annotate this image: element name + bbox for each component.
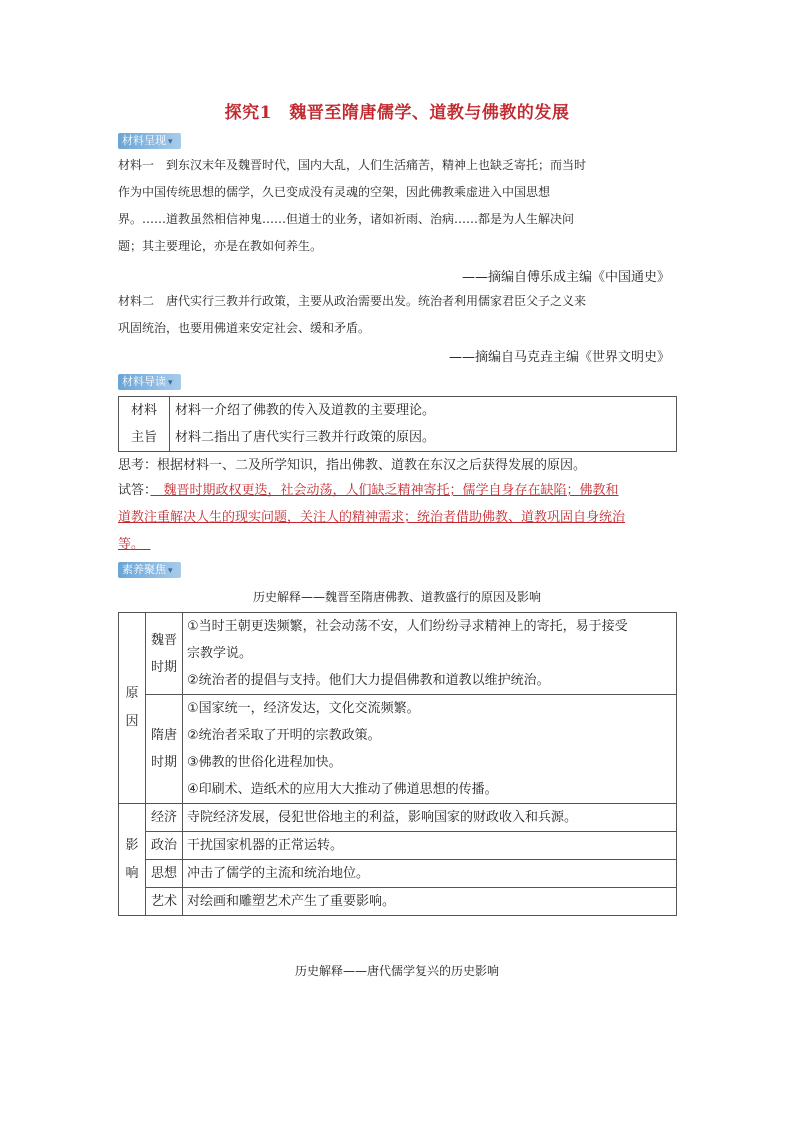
st-label: 隋唐 时期 [146,695,183,804]
effect-key: 政治 [146,832,183,860]
guide-row-2: 材料二指出了唐代实行三教并行政策的原因。 [170,424,677,452]
answer-block [118,477,678,558]
guide-row-1: 材料一介绍了佛教的传入及道教的主要理论。 [170,397,677,425]
guide-table [118,396,677,452]
effect-key: 经济 [146,804,183,832]
answer-line: 魏晋时期政权更迭，社会动荡，人们缺乏精神寄托；儒学自身存在缺陷；佛教和 [150,483,619,498]
table2-caption: 历史解释——唐代儒学复兴的历史影响 [294,964,499,978]
section-tag-focus: 素养聚焦 ▾ [118,562,181,578]
section-tag-guide: 材料导读 ▾ [118,374,181,390]
effect-key: 艺术 [146,888,183,916]
table1-caption: 历史解释——魏晋至隋唐佛教、道教盛行的原因及影响 [252,590,541,604]
material-one-line: 界。……道教虽然相信神鬼……但道士的业务，诸如祈雨、治病……都是为人生解决问 [118,212,575,226]
page-title: 探究1 魏晋至隋唐儒学、道教与佛教的发展 [224,103,570,123]
material-two-line: 巩固统治，也要用佛道来安定社会、缓和矛盾。 [118,321,371,335]
causes-effects-table [118,612,677,916]
effect-value: 干扰国家机器的正常运转。 [183,832,677,860]
effect-value: 对绘画和雕塑艺术产生了重要影响。 [183,888,677,916]
material-one [118,152,678,260]
material-one-line: 题；其主要理论，亦是在教如何养生。 [118,239,323,253]
material-one-source: ——摘编自傅乐成主编《中国通史》 [461,270,670,285]
wj-content: ①当时王朝更迭频繁，社会动荡不安，人们纷纷寻求精神上的寄托，易于接受 宗教学说。 ②统治者的提倡与支持。他们大力提倡佛教和道教以维护统治。 [183,613,677,695]
effect-value: 冲击了儒学的主流和统治地位。 [183,860,677,888]
answer-label: 试答： [118,483,151,498]
material-two-source: ——摘编自马克垚主编《世界文明史》 [448,350,670,365]
effect-value: 寺院经济发展，侵犯世俗地主的利益，影响国家的财政收入和兵源。 [183,804,677,832]
answer-line: 等。 [118,537,151,552]
material-two [118,288,678,342]
answer-line: 道教注重解决人生的现实问题，关注人的精神需求；统治者借助佛教、道教巩固自身统治 [118,510,626,525]
guide-label-bottom: 主旨 [119,424,170,452]
material-one-line: 材料一 到东汉末年及魏晋时代，国内大乱，人们生活痛苦，精神上也缺乏寄托；而当时 [118,158,587,172]
effect-label: 影 响 [119,804,146,916]
st-content: ①国家统一，经济发达，文化交流频繁。 ②统治者采取了开明的宗教政策。 ③佛教的世俗化进程加快。 ④印刷术、造纸术的应用大大推动了佛道思想的传播。 [183,695,677,804]
effect-key: 思想 [146,860,183,888]
material-two-line: 材料二 唐代实行三教并行政策，主要从政治需要出发。统治者利用儒家君臣父子之义来 [118,294,587,308]
wj-label: 魏晋 时期 [146,613,183,695]
section-tag-material: 材料呈现 ▾ [118,133,181,149]
think-question: 思考：根据材料一、二及所学知识，指出佛教、道教在东汉之后获得发展的原因。 [118,458,587,473]
cause-label: 原 因 [119,613,146,804]
guide-label-top: 材料 [119,397,170,425]
material-one-line: 作为中国传统思想的儒学，久已变成没有灵魂的空架，因此佛教乘虚进入中国思想 [118,185,551,199]
